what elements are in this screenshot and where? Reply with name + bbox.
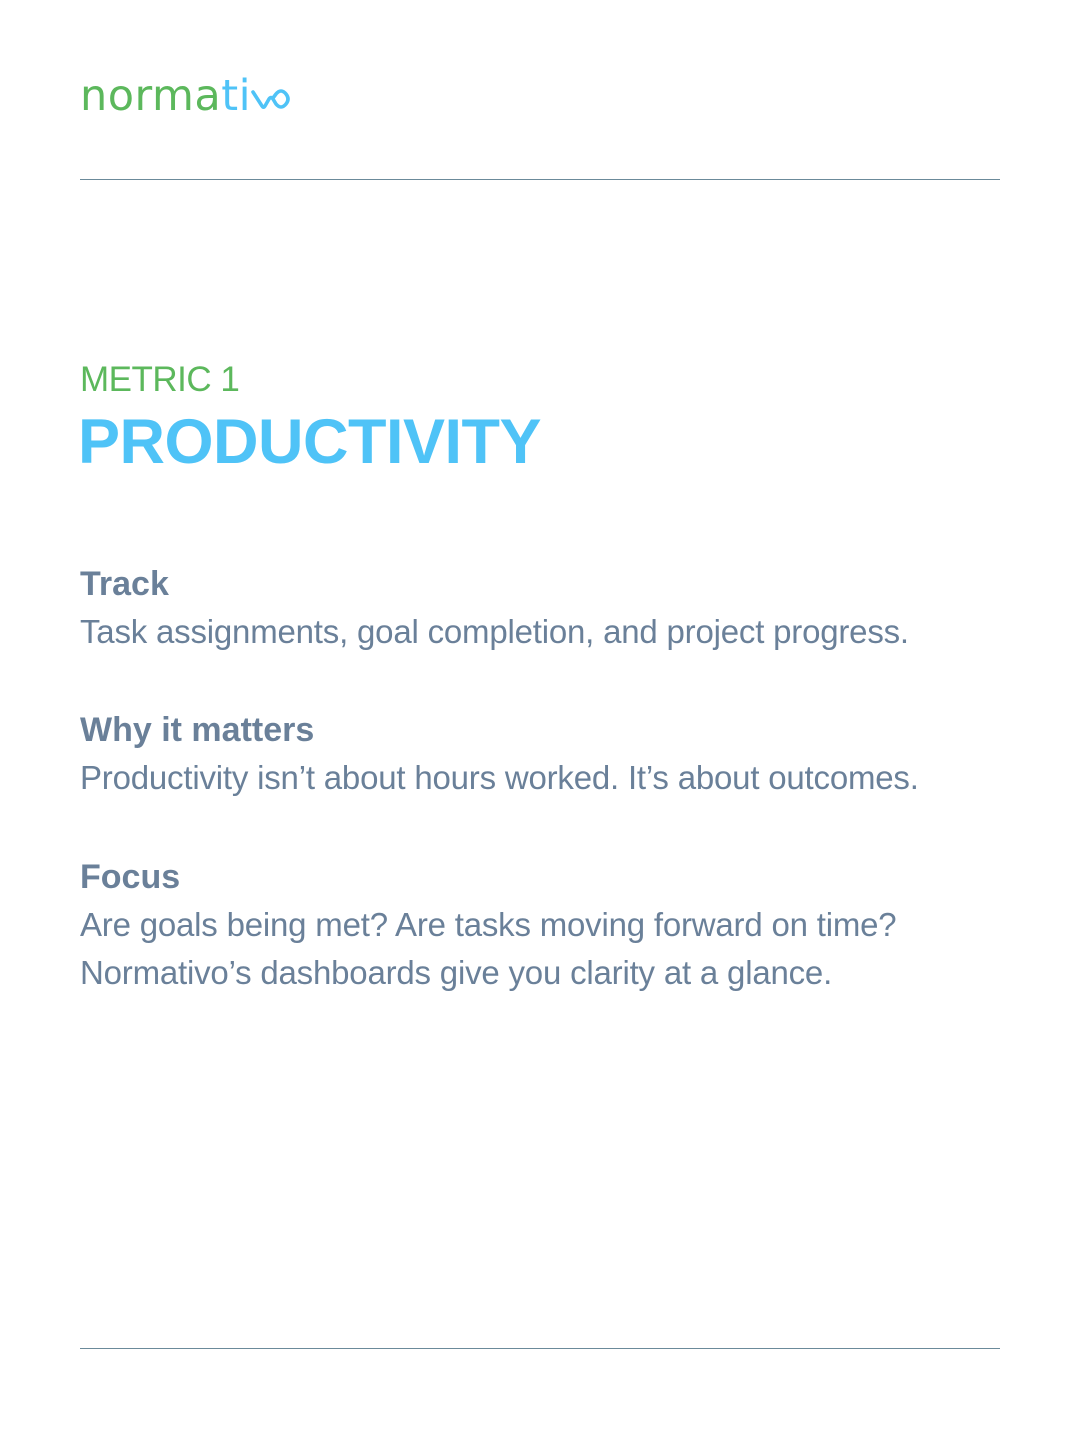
section-body-track	[80, 608, 1020, 656]
section-body-focus	[80, 901, 1020, 997]
section-heading-why-it-matters: Why it matters	[80, 711, 315, 749]
page-title: PRODUCTIVITY	[78, 407, 542, 477]
infinity-icon	[251, 86, 291, 112]
bottom-divider	[80, 1348, 1000, 1349]
section-line: Productivity isn’t about hours worked. It’s about outcomes.	[80, 759, 919, 796]
logo-wordmark	[80, 66, 291, 126]
logo-wordmark-green: norma	[80, 71, 222, 121]
section-line: Are goals being met? Are tasks moving forward on time?	[80, 906, 897, 943]
top-divider	[80, 179, 1000, 180]
section-heading-focus: Focus	[80, 858, 181, 896]
logo-wordmark-blue: ti	[221, 66, 291, 126]
section-heading-track: Track	[80, 565, 169, 603]
section-line: Task assignments, goal completion, and project progress.	[80, 613, 909, 650]
normativo-logo	[80, 66, 291, 126]
section-body-why-it-matters	[80, 754, 1020, 802]
metric-number: METRIC 1	[80, 360, 240, 399]
section-line: Normativo’s dashboards give you clarity at a glance.	[80, 954, 833, 991]
